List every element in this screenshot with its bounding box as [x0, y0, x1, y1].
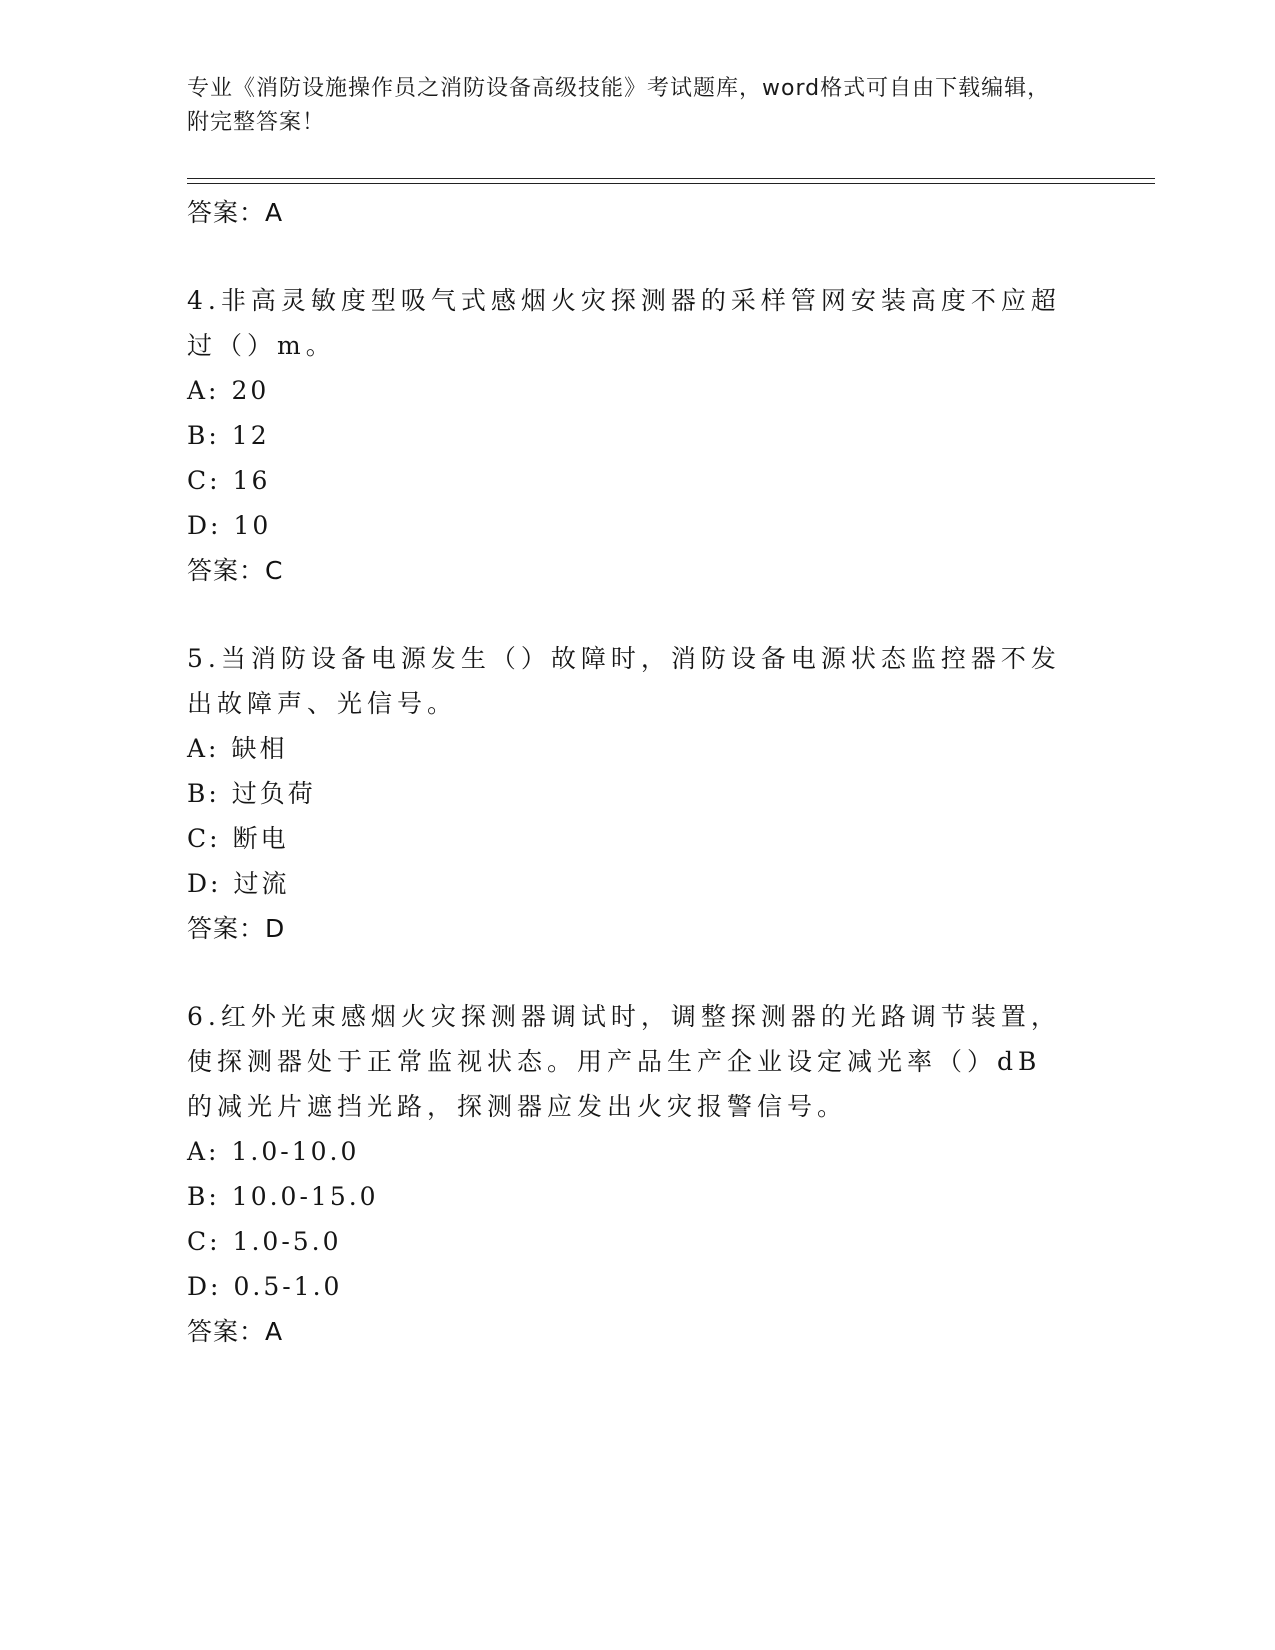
answer-line: 答案：A [187, 198, 284, 227]
option-text: 断电 [232, 824, 289, 853]
option-b [187, 1174, 1067, 1219]
option-b [187, 771, 1067, 816]
option-text: 过流 [233, 869, 290, 898]
option-a [187, 368, 1067, 413]
question-block-6 [187, 994, 1067, 1355]
question-block-5 [187, 636, 1067, 952]
header-divider-top [187, 178, 1155, 179]
question-text: 5.当消防设备电源发生（）故障时，消防设备电源状态监控器不发出故障声、光信号。 [187, 644, 1061, 718]
option-letter: B: [187, 421, 220, 450]
option-text: 20 [231, 376, 270, 405]
question-list [187, 190, 1067, 1355]
option-text: 1.0-10.0 [231, 1137, 360, 1166]
option-letter: A: [187, 1137, 220, 1166]
option-text: 1.0-5.0 [232, 1227, 342, 1256]
option-text: 16 [232, 466, 271, 495]
answer-line: 答案：D [187, 914, 286, 943]
option-letter: C: [187, 824, 221, 853]
option-d [187, 503, 1067, 548]
option-b [187, 413, 1067, 458]
answer-line: 答案：A [187, 1317, 284, 1346]
option-text: 过负荷 [231, 779, 316, 808]
option-a [187, 1129, 1067, 1174]
question-text: 6.红外光束感烟火灾探测器调试时，调整探测器的光路调节装置，使探测器处于正常监视状态。用产品生产企业设定减光率（）dB的减光片遮挡光路，探测器应发出火灾报警信号。 [187, 1002, 1061, 1121]
option-letter: D: [187, 1272, 222, 1301]
option-a [187, 726, 1067, 771]
option-letter: D: [187, 511, 222, 540]
option-c [187, 816, 1067, 861]
document-header: 专业《消防设施操作员之消防设备高级技能》考试题库，word格式可自由下载编辑，附完整答案！ [187, 76, 1051, 135]
option-letter: C: [187, 1227, 221, 1256]
option-text: 10 [233, 511, 272, 540]
option-text: 12 [231, 421, 270, 450]
option-letter: A: [187, 734, 220, 763]
option-text: 10.0-15.0 [231, 1182, 379, 1211]
answer-line: 答案：C [187, 556, 284, 585]
option-text: 缺相 [231, 734, 288, 763]
option-c [187, 458, 1067, 503]
question-text: 4.非高灵敏度型吸气式感烟火灾探测器的采样管网安装高度不应超过（）m。 [187, 286, 1061, 360]
option-letter: C: [187, 466, 221, 495]
option-letter: A: [187, 376, 220, 405]
header-divider-bottom [187, 183, 1155, 184]
question-block-4 [187, 278, 1067, 594]
option-d [187, 861, 1067, 906]
option-text: 0.5-1.0 [233, 1272, 343, 1301]
option-letter: B: [187, 779, 220, 808]
option-letter: D: [187, 869, 222, 898]
option-c [187, 1219, 1067, 1264]
option-letter: B: [187, 1182, 220, 1211]
option-d [187, 1264, 1067, 1309]
